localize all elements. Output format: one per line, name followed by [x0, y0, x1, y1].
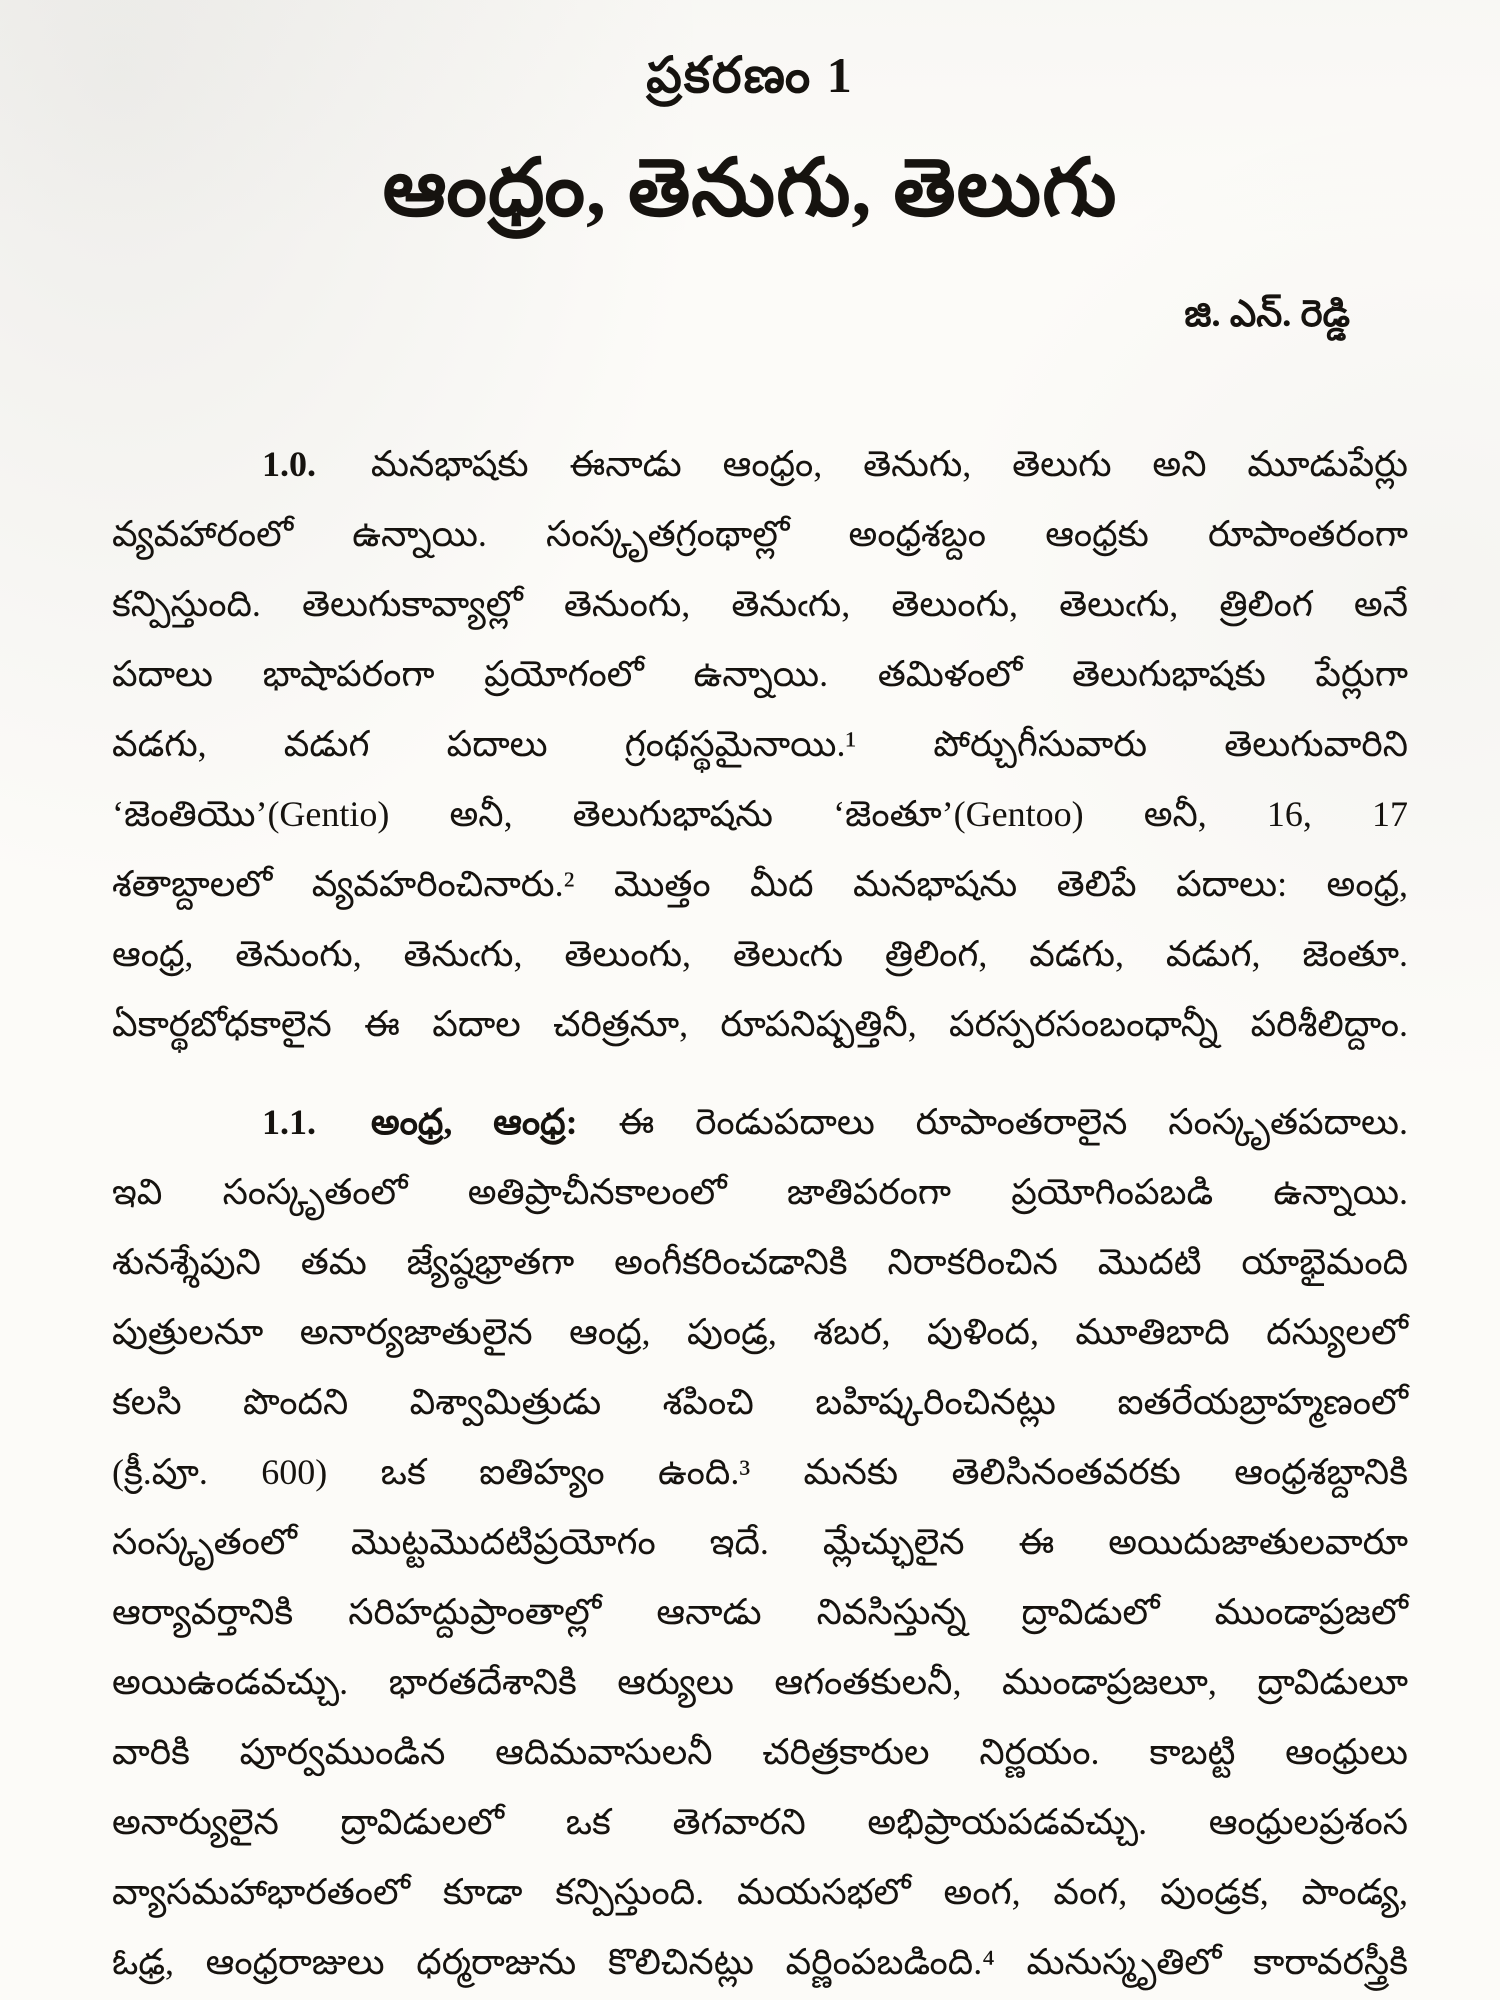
- text-line: వారికి పూర్వముండిన ఆదిమవాసులనీ చరిత్రకారుల నిర్ణయం. కాబట్టి ఆంధ్రులు: [112, 1732, 1408, 1772]
- text-line: శునశ్శేపుని తమ జ్యేష్ఠభ్రాతగా అంగీకరించడానికి నిరాకరించిన మొదటి యాభైమంది: [112, 1242, 1408, 1282]
- chapter-label: ప్రకరణం 1: [646, 47, 854, 103]
- text-line: వడగు, వడుగ పదాలు గ్రంథస్థమైనాయి.¹ పోర్చుగీసువారు తెలుగువారిని: [112, 724, 1408, 764]
- text-line: సంస్కృతంలో మొట్టమొదటిప్రయోగం ఇదే. మ్లేచ్ఛులైన ఈ అయిదుజాతులవారూ: [112, 1522, 1408, 1562]
- paragraph-1-1: [112, 1087, 1408, 1997]
- text-line: ‘జెంతియొ’(Gentio) అనీ, తెలుగుభాషను ‘జెంతూ’(Gentoo) అనీ, 16, 17: [112, 794, 1408, 834]
- body-text: [112, 429, 1408, 1997]
- section-number: 1.1.: [262, 1102, 316, 1142]
- text-line: 1.1. అంధ్ర, ఆంధ్ర: ఈ రెండుపదాలు రూపాంతరాలైన సంస్కృతపదాలు.: [262, 1102, 1408, 1142]
- page-title: ఆంధ్రం, తెనుగు, తెలుగు: [382, 145, 1118, 233]
- text-line: ఇవి సంస్కృతంలో అతిప్రాచీనకాలంలో జాతిపరంగా ప్రయోగింపబడి ఉన్నాయి.: [112, 1172, 1408, 1212]
- author-byline: జి. ఎన్. రెడ్డి: [1184, 294, 1350, 335]
- paragraph-lead: అంధ్ర, ఆంధ్ర:: [370, 1102, 578, 1142]
- text-line: ఓఢ్ర, ఆంధ్రరాజులు ధర్మరాజును కొలిచినట్లు వర్ణింపబడింది.⁴ మనుస్మృతిలో కారావరస్త్రీకి: [112, 1942, 1408, 1982]
- text-line: వ్యాసమహాభారతంలో కూడా కన్పిస్తుంది. మయసభలో అంగ, వంగ, పుండ్రక, పాండ్య,: [112, 1872, 1408, 1912]
- text-line: 1.0. మనభాషకు ఈనాడు ఆంధ్రం, తెనుగు, తెలుగు అని మూడుపేర్లు: [262, 444, 1408, 484]
- text-line: ఆర్యావర్తానికి సరిహద్దుప్రాంతాల్లో ఆనాడు నివసిస్తున్న ద్రావిడులో ముండాప్రజలో: [112, 1592, 1408, 1632]
- text-line: అయిఉండవచ్చు. భారతదేశానికి ఆర్యులు ఆగంతకులనీ, ముండాప్రజలూ, ద్రావిడులూ: [112, 1662, 1408, 1702]
- text-line: అనార్యులైన ద్రావిడులలో ఒక తెగవారని అభిప్రాయపడవచ్చు. ఆంధ్రులప్రశంస: [112, 1802, 1408, 1842]
- text-line: ఏకార్థబోధకాలైన ఈ పదాల చరిత్రనూ, రూపనిష్పత్తినీ, పరస్పరసంబంధాన్నీ పరిశీలిద్దాం.: [112, 1004, 1408, 1044]
- text-line: (క్రీ.పూ. 600) ఒక ఐతిహ్యం ఉంది.³ మనకు తెలిసినంతవరకు ఆంధ్రశబ్దానికి: [112, 1452, 1408, 1492]
- text-line: కలసి పొందని విశ్వామిత్రుడు శపించి బహిష్కరించినట్లు ఐతరేయబ్రాహ్మణంలో: [112, 1382, 1408, 1422]
- text-line: కన్పిస్తుంది. తెలుగుకావ్యాల్లో తెనుంగు, తెనుఁగు, తెలుంగు, తెలుఁగు, త్రిలింగ అనే: [112, 584, 1408, 624]
- paragraph-1-0: [112, 429, 1408, 1059]
- text-line: ఆంధ్ర, తెనుంగు, తెనుఁగు, తెలుంగు, తెలుఁగు త్రిలింగ, వడగు, వడుగ, జెంతూ.: [112, 934, 1408, 974]
- text-line: శతాబ్దాలలో వ్యవహరించినారు.² మొత్తం మీద మనభాషను తెలిపే పదాలు: అంధ్ర,: [112, 864, 1408, 904]
- text-line: పదాలు భాషాపరంగా ప్రయోగంలో ఉన్నాయి. తమిళంలో తెలుగుభాషకు పేర్లుగా: [112, 654, 1408, 694]
- text-line: పుత్రులనూ అనార్యజాతులైన ఆంధ్ర, పుండ్ర, శబర, పుళింద, మూతిబాది దస్యులలో: [112, 1312, 1408, 1352]
- section-number: 1.0.: [262, 444, 316, 484]
- text-line: వ్యవహారంలో ఉన్నాయి. సంస్కృతగ్రంథాల్లో అంధ్రశబ్దం ఆంధ్రకు రూపాంతరంగా: [112, 514, 1408, 554]
